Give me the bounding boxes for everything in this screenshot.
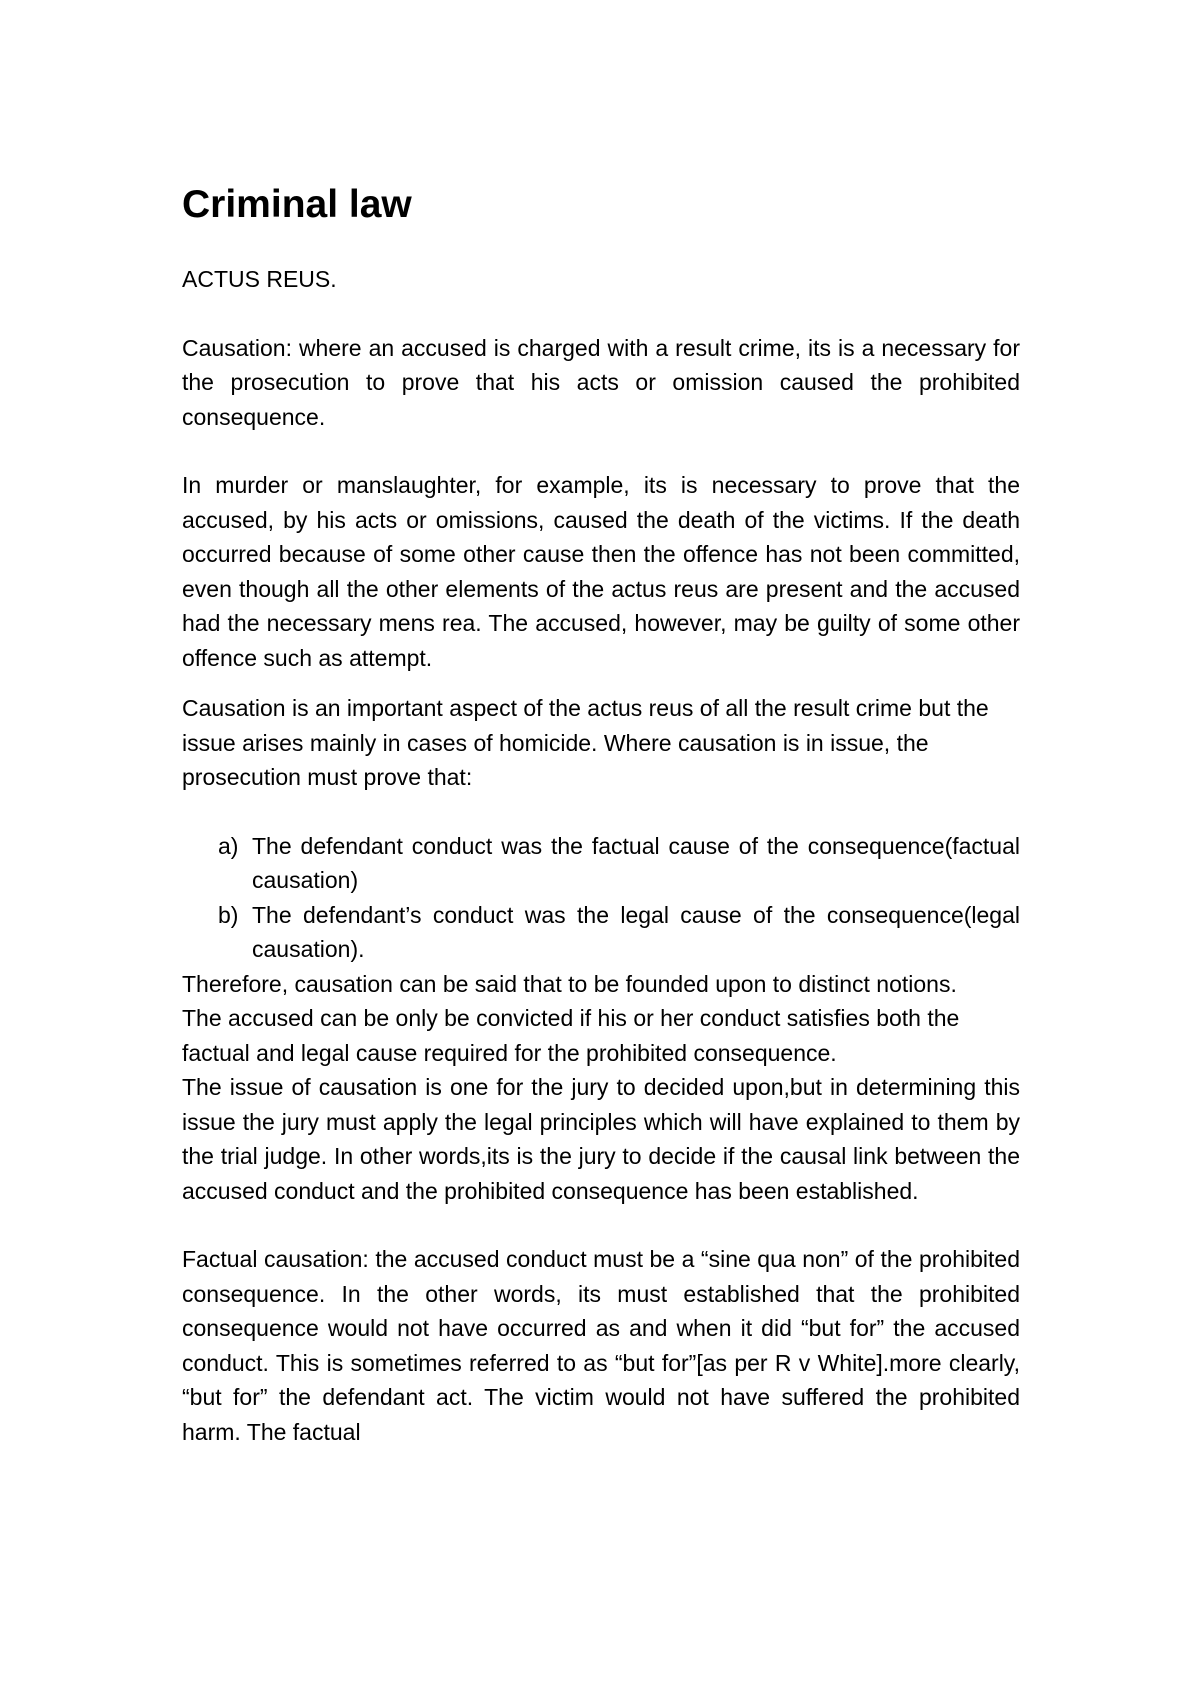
list-marker: b) xyxy=(218,901,239,928)
paragraph-jury-issue: The issue of causation is one for the jury to decided upon,but in determining this issue the jury must apply the legal principles which will have explained to them by the trial judge. In other words,its is the jury to decide if the causal link between the accused conduct and the prohibited consequence has been established. xyxy=(182,1074,1020,1204)
paragraph-murder-example: In murder or manslaughter, for example, its is necessary to prove that the accused, by his acts or omissions, caused the death of the victims. If the death occurred because of some other cause then the offence has not been committed, even though all the other elements of the actus reus are present and the accused had the necessary mens rea. The accused, however, may be guilty of some other offence such as attempt. xyxy=(182,472,1020,671)
list-marker: a) xyxy=(218,832,239,859)
list-item-text: The defendant conduct was the factual cause of the consequence(factual causation) xyxy=(252,832,1020,893)
section-heading: ACTUS REUS. xyxy=(182,266,337,292)
list-item-text: The defendant’s conduct was the legal cause of the consequence(legal causation). xyxy=(252,901,1020,962)
causation-requirements-list xyxy=(182,829,1020,967)
document-body xyxy=(182,178,1020,1449)
list-item xyxy=(182,829,1020,898)
document-title: Criminal law xyxy=(182,183,412,226)
paragraph-conviction: The accused can be only be convicted if his or her conduct satisfies both the factual and legal cause required for the prohibited consequence. xyxy=(182,1005,960,1066)
paragraph-factual-causation: Factual causation: the accused conduct must be a “sine qua non” of the prohibited consequence. In the other words, its must established that the prohibited consequence would not have occurred as and when it did “but for” the accused conduct. This is sometimes referred to as “but for”[as per R v White].more clearly, “but for” the defendant act. The victim would not have suffered the prohibited harm. The factual xyxy=(182,1246,1020,1445)
paragraph-distinct-notions: Therefore, causation can be said that to be founded upon to distinct notions. xyxy=(182,970,957,997)
paragraph-causation-aspect: Causation is an important aspect of the actus reus of all the result crime but the issue arises mainly in cases of homicide. Where causation is in issue, the prosecution must prove that: xyxy=(182,695,989,790)
paragraph-causation-definition: Causation: where an accused is charged with a result crime, its is a necessary for the prosecution to prove that his acts or omission caused the prohibited consequence. xyxy=(182,334,1020,430)
list-item xyxy=(182,898,1020,967)
